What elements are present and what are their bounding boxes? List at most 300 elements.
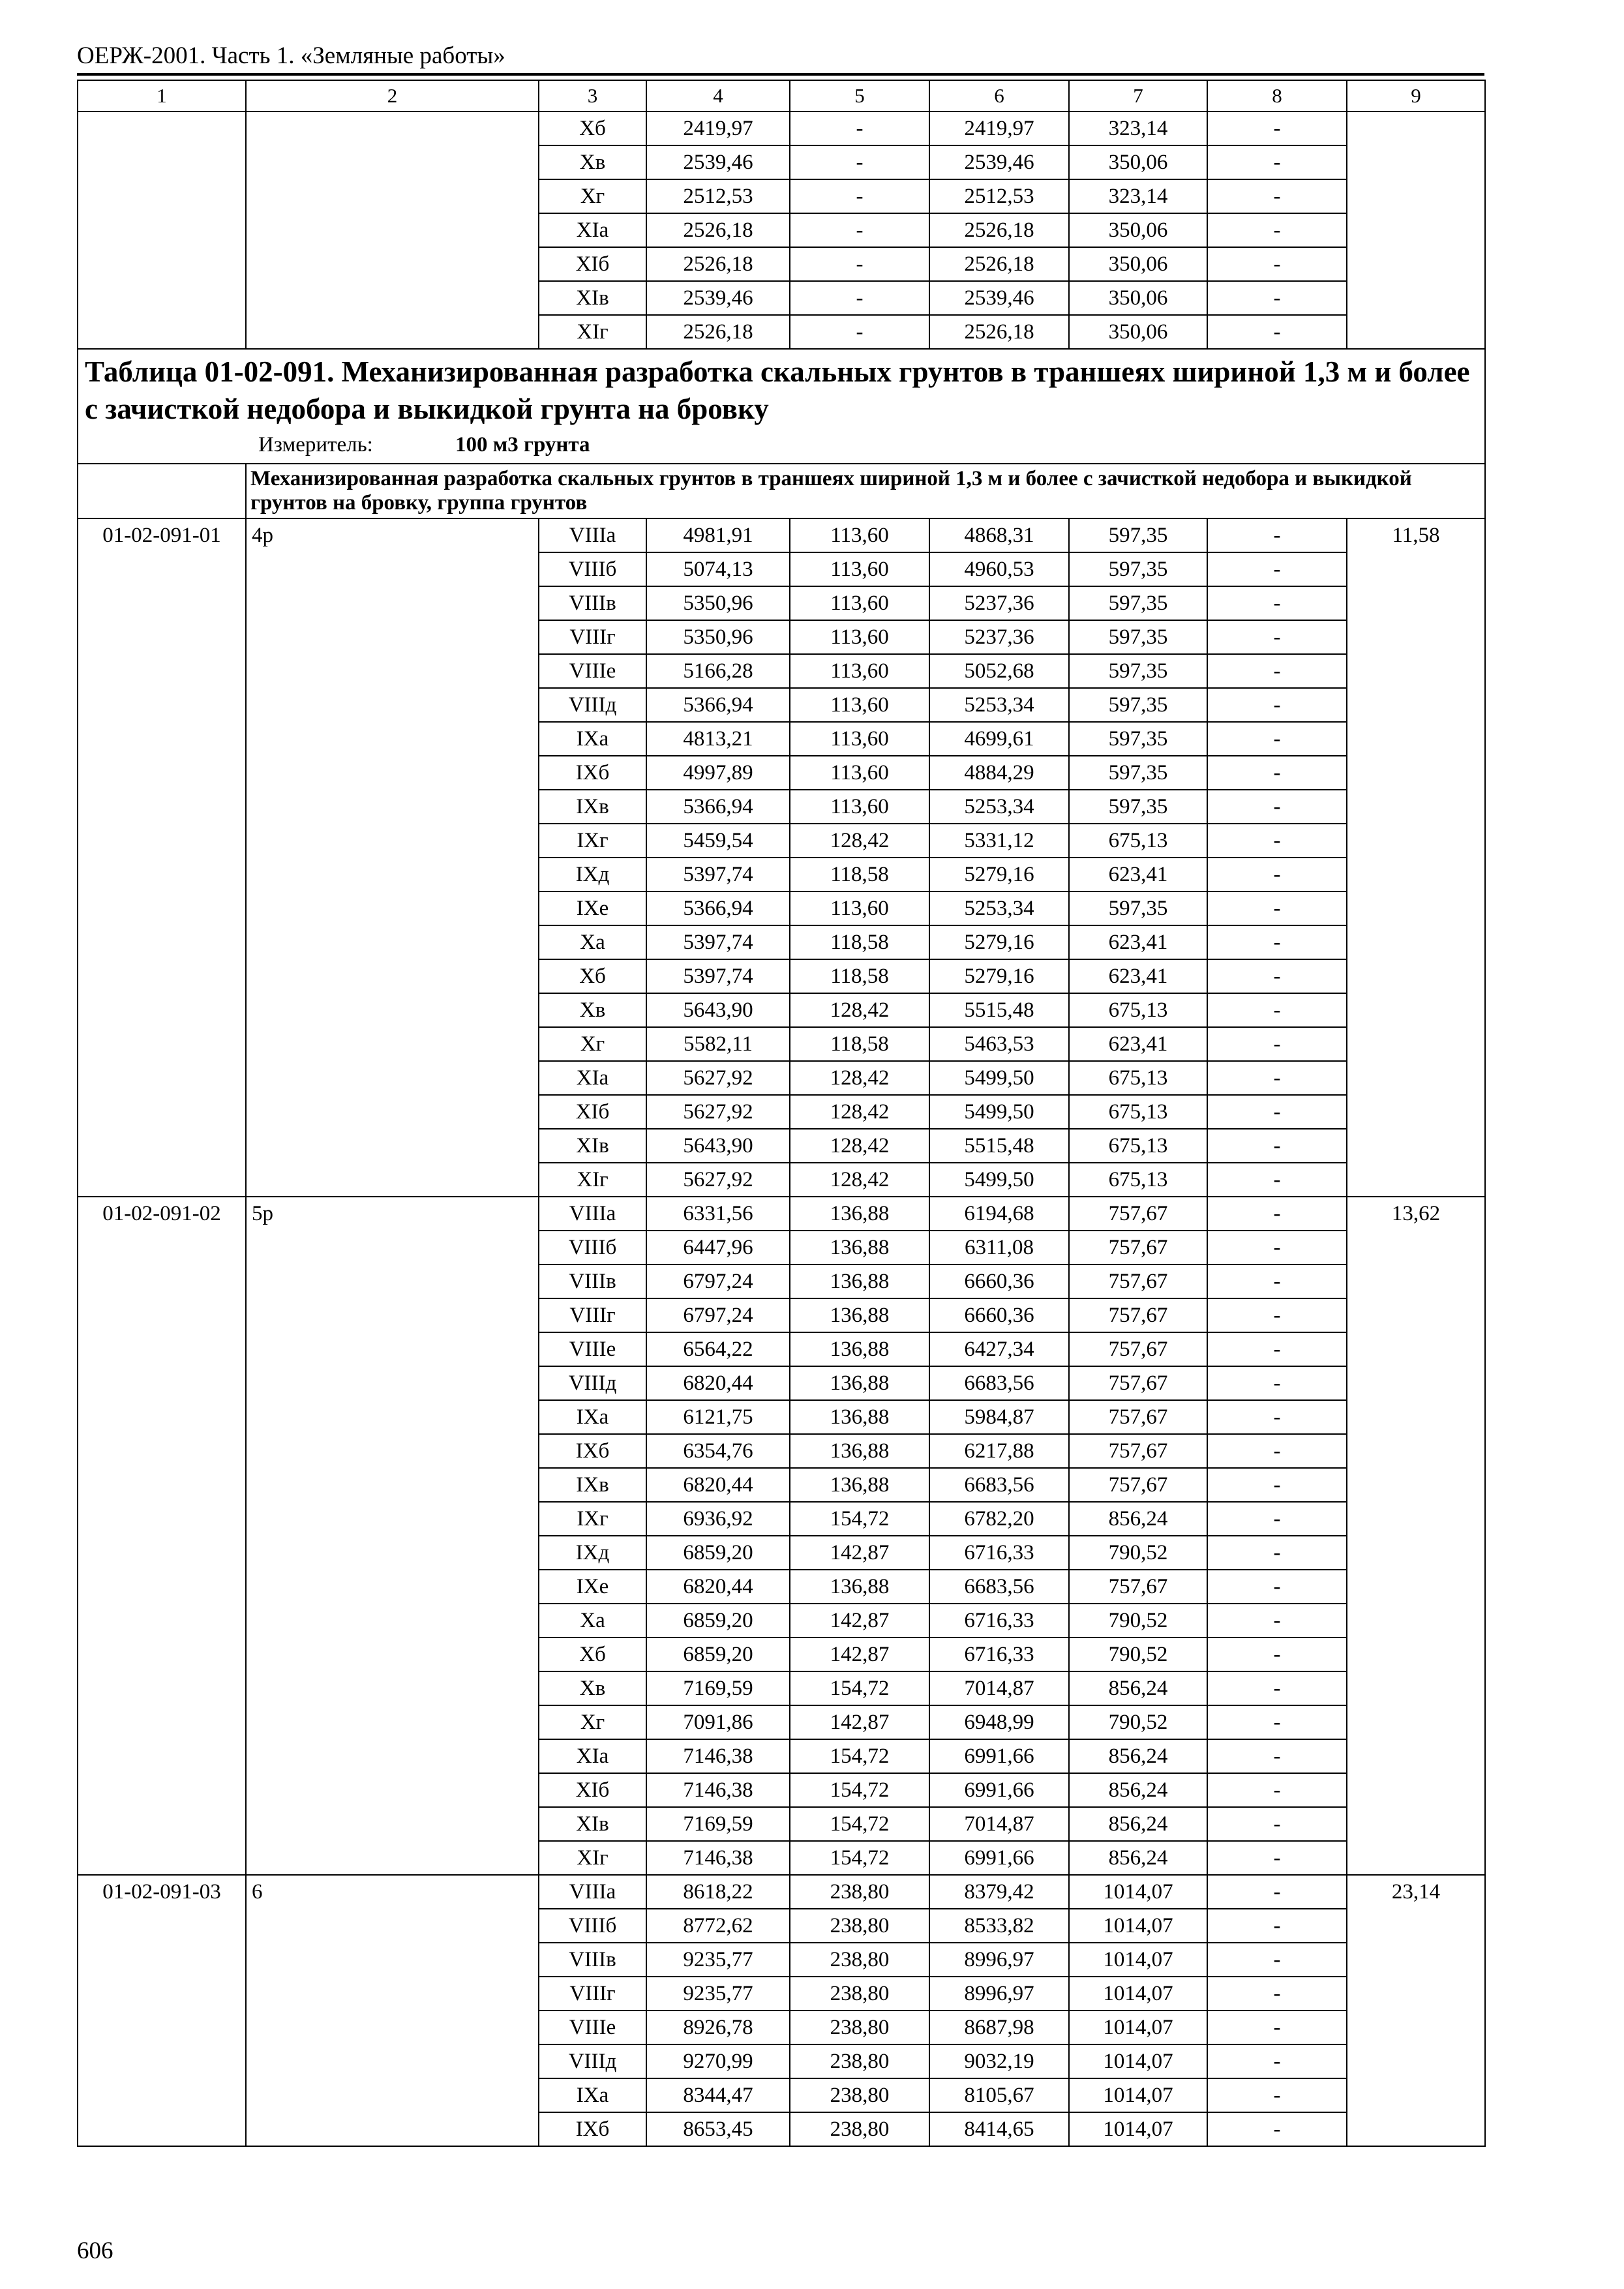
materials: - <box>1207 1163 1347 1197</box>
materials: - <box>1207 891 1347 925</box>
direct-costs: 5643,90 <box>646 993 790 1027</box>
wages: 113,60 <box>790 552 929 586</box>
rock-category: IXд <box>539 1536 646 1570</box>
wages: 128,42 <box>790 1163 929 1197</box>
direct-costs: 6797,24 <box>646 1298 790 1332</box>
rock-category: VIIIг <box>539 620 646 654</box>
direct-costs: 5366,94 <box>646 688 790 722</box>
machine-operation: 2419,97 <box>929 112 1069 145</box>
machine-operation: 5237,36 <box>929 620 1069 654</box>
machine-operation: 8533,82 <box>929 1909 1069 1943</box>
column-number-4: 4 <box>646 80 790 112</box>
rock-category: IXв <box>539 790 646 824</box>
direct-costs: 5350,96 <box>646 586 790 620</box>
materials: - <box>1207 1502 1347 1536</box>
wages: 113,60 <box>790 688 929 722</box>
column-number-8: 8 <box>1207 80 1347 112</box>
rock-category: VIIIе <box>539 654 646 688</box>
group-cell: 6 <box>246 1875 539 2146</box>
rock-category: IXа <box>539 1400 646 1434</box>
wages: 136,88 <box>790 1197 929 1231</box>
code-cell <box>78 112 246 349</box>
materials: - <box>1207 1604 1347 1638</box>
column-number-7: 7 <box>1069 80 1207 112</box>
machine-operation: 7014,87 <box>929 1807 1069 1841</box>
materials: - <box>1207 688 1347 722</box>
materials: - <box>1207 722 1347 756</box>
machinist-wages: 757,67 <box>1069 1264 1207 1298</box>
direct-costs: 5643,90 <box>646 1129 790 1163</box>
rock-category: VIIIе <box>539 1332 646 1366</box>
materials: - <box>1207 1570 1347 1604</box>
machine-operation: 5279,16 <box>929 925 1069 959</box>
machine-operation: 5253,34 <box>929 790 1069 824</box>
rock-category: Xв <box>539 145 646 179</box>
materials: - <box>1207 552 1347 586</box>
machinist-wages: 623,41 <box>1069 1027 1207 1061</box>
rock-category: VIIIб <box>539 1231 646 1264</box>
machine-operation: 8105,67 <box>929 2078 1069 2112</box>
wages: 154,72 <box>790 1807 929 1841</box>
machine-operation: 4868,31 <box>929 518 1069 552</box>
machine-operation: 4884,29 <box>929 756 1069 790</box>
machinist-wages: 597,35 <box>1069 518 1207 552</box>
rock-category: IXа <box>539 722 646 756</box>
wages: 113,60 <box>790 722 929 756</box>
direct-costs: 5397,74 <box>646 858 790 891</box>
machinist-wages: 597,35 <box>1069 891 1207 925</box>
machinist-wages: 856,24 <box>1069 1671 1207 1705</box>
rock-category: VIIIв <box>539 1943 646 1977</box>
materials: - <box>1207 145 1347 179</box>
machinist-wages: 675,13 <box>1069 1095 1207 1129</box>
direct-costs: 2539,46 <box>646 281 790 315</box>
machine-operation: 8414,65 <box>929 2112 1069 2146</box>
wages: - <box>790 145 929 179</box>
machinist-wages: 623,41 <box>1069 925 1207 959</box>
materials: - <box>1207 1943 1347 1977</box>
machine-operation: 6427,34 <box>929 1332 1069 1366</box>
wages: 136,88 <box>790 1264 929 1298</box>
table-row <box>78 518 1485 552</box>
machine-operation: 2526,18 <box>929 247 1069 281</box>
machine-operation: 6660,36 <box>929 1298 1069 1332</box>
direct-costs: 2526,18 <box>646 315 790 349</box>
machinist-wages: 757,67 <box>1069 1197 1207 1231</box>
materials: - <box>1207 756 1347 790</box>
wages: - <box>790 247 929 281</box>
price-table <box>77 80 1486 2147</box>
machinist-wages: 757,67 <box>1069 1298 1207 1332</box>
group-cell: 4р <box>246 518 539 1197</box>
wages: 128,42 <box>790 993 929 1027</box>
machine-operation: 5279,16 <box>929 959 1069 993</box>
materials: - <box>1207 824 1347 858</box>
machine-operation: 2526,18 <box>929 315 1069 349</box>
rock-category: Xг <box>539 179 646 213</box>
machinist-wages: 790,52 <box>1069 1604 1207 1638</box>
direct-costs: 5166,28 <box>646 654 790 688</box>
rock-category: IXе <box>539 891 646 925</box>
wages: 136,88 <box>790 1570 929 1604</box>
wages: 113,60 <box>790 586 929 620</box>
direct-costs: 6797,24 <box>646 1264 790 1298</box>
materials: - <box>1207 1264 1347 1298</box>
table-title-cell <box>78 349 1485 464</box>
materials: - <box>1207 1366 1347 1400</box>
machine-operation: 6991,66 <box>929 1739 1069 1773</box>
machine-operation: 5515,48 <box>929 993 1069 1027</box>
running-title: ОЕРЖ-2001. Часть 1. «Земляные работы» <box>77 42 505 69</box>
materials: - <box>1207 1773 1347 1807</box>
materials: - <box>1207 247 1347 281</box>
direct-costs: 7169,59 <box>646 1671 790 1705</box>
materials: - <box>1207 179 1347 213</box>
materials: - <box>1207 1739 1347 1773</box>
machine-operation: 6217,88 <box>929 1434 1069 1468</box>
machine-operation: 6311,08 <box>929 1231 1069 1264</box>
wages: 238,80 <box>790 2078 929 2112</box>
wages: 238,80 <box>790 1977 929 2011</box>
wages: 118,58 <box>790 1027 929 1061</box>
machinist-wages: 323,14 <box>1069 112 1207 145</box>
direct-costs: 5627,92 <box>646 1163 790 1197</box>
wages: 113,60 <box>790 790 929 824</box>
machinist-wages: 856,24 <box>1069 1773 1207 1807</box>
machine-operation: 5253,34 <box>929 891 1069 925</box>
machinist-wages: 597,35 <box>1069 586 1207 620</box>
machine-operation: 8996,97 <box>929 1943 1069 1977</box>
materials: - <box>1207 1909 1347 1943</box>
column-number-9: 9 <box>1347 80 1485 112</box>
machine-operation: 5279,16 <box>929 858 1069 891</box>
wages: 128,42 <box>790 824 929 858</box>
rock-category: XIв <box>539 1129 646 1163</box>
machinist-wages: 856,24 <box>1069 1841 1207 1875</box>
machinist-wages: 757,67 <box>1069 1400 1207 1434</box>
materials: - <box>1207 858 1347 891</box>
direct-costs: 9235,77 <box>646 1943 790 1977</box>
materials: - <box>1207 790 1347 824</box>
materials: - <box>1207 586 1347 620</box>
wages: - <box>790 179 929 213</box>
rock-category: Xа <box>539 1604 646 1638</box>
machinist-wages: 350,06 <box>1069 145 1207 179</box>
direct-costs: 8653,45 <box>646 2112 790 2146</box>
meter-label: Измеритель: <box>258 433 373 456</box>
materials: - <box>1207 1129 1347 1163</box>
header-rule <box>77 73 1484 76</box>
wages: 142,87 <box>790 1705 929 1739</box>
direct-costs: 6121,75 <box>646 1400 790 1434</box>
materials: - <box>1207 1298 1347 1332</box>
rock-category: Xб <box>539 1638 646 1671</box>
rock-category: IXг <box>539 824 646 858</box>
table-row <box>78 112 1485 145</box>
materials: - <box>1207 959 1347 993</box>
machinist-wages: 350,06 <box>1069 281 1207 315</box>
materials: - <box>1207 2044 1347 2078</box>
materials: - <box>1207 1671 1347 1705</box>
direct-costs: 2526,18 <box>646 247 790 281</box>
rock-category: VIIIб <box>539 552 646 586</box>
materials: - <box>1207 1468 1347 1502</box>
direct-costs: 5366,94 <box>646 891 790 925</box>
machine-operation: 6716,33 <box>929 1604 1069 1638</box>
machinist-wages: 597,35 <box>1069 756 1207 790</box>
machinist-wages: 1014,07 <box>1069 2078 1207 2112</box>
machine-operation: 6660,36 <box>929 1264 1069 1298</box>
rock-category: IXб <box>539 1434 646 1468</box>
machinist-wages: 350,06 <box>1069 213 1207 247</box>
machine-operation: 6683,56 <box>929 1570 1069 1604</box>
direct-costs: 6859,20 <box>646 1604 790 1638</box>
machinist-wages: 757,67 <box>1069 1231 1207 1264</box>
machinist-wages: 597,35 <box>1069 790 1207 824</box>
direct-costs: 4981,91 <box>646 518 790 552</box>
materials: - <box>1207 1400 1347 1434</box>
machine-operation: 5499,50 <box>929 1061 1069 1095</box>
materials: - <box>1207 620 1347 654</box>
materials: - <box>1207 1197 1347 1231</box>
rock-category: IXа <box>539 2078 646 2112</box>
machinist-wages: 597,35 <box>1069 722 1207 756</box>
rock-category: XIв <box>539 1807 646 1841</box>
direct-costs: 7169,59 <box>646 1807 790 1841</box>
materials: - <box>1207 654 1347 688</box>
wages: 113,60 <box>790 891 929 925</box>
direct-costs: 6820,44 <box>646 1366 790 1400</box>
machine-operation: 7014,87 <box>929 1671 1069 1705</box>
materials: - <box>1207 112 1347 145</box>
group-cell: 5р <box>246 1197 539 1875</box>
machinist-wages: 623,41 <box>1069 959 1207 993</box>
rock-category: VIIIб <box>539 1909 646 1943</box>
wages: 238,80 <box>790 2044 929 2078</box>
machinist-wages: 597,35 <box>1069 552 1207 586</box>
machinist-wages: 757,67 <box>1069 1366 1207 1400</box>
machinist-wages: 597,35 <box>1069 688 1207 722</box>
column-number-6: 6 <box>929 80 1069 112</box>
rock-category: Xв <box>539 1671 646 1705</box>
materials: - <box>1207 518 1347 552</box>
wages: 154,72 <box>790 1502 929 1536</box>
wages: 113,60 <box>790 620 929 654</box>
machine-operation: 6991,66 <box>929 1773 1069 1807</box>
materials: - <box>1207 2011 1347 2044</box>
machinist-wages: 757,67 <box>1069 1468 1207 1502</box>
materials: - <box>1207 1638 1347 1671</box>
wages: 154,72 <box>790 1773 929 1807</box>
direct-costs: 6820,44 <box>646 1570 790 1604</box>
machinist-wages: 1014,07 <box>1069 1909 1207 1943</box>
column-number-3: 3 <box>539 80 646 112</box>
machine-operation: 5331,12 <box>929 824 1069 858</box>
wages: 136,88 <box>790 1400 929 1434</box>
machine-operation: 4699,61 <box>929 722 1069 756</box>
machinist-wages: 675,13 <box>1069 993 1207 1027</box>
machine-operation: 6194,68 <box>929 1197 1069 1231</box>
direct-costs: 8772,62 <box>646 1909 790 1943</box>
direct-costs: 5397,74 <box>646 959 790 993</box>
materials: - <box>1207 315 1347 349</box>
materials: - <box>1207 1705 1347 1739</box>
rock-category: XIб <box>539 247 646 281</box>
rock-category: VIIIд <box>539 2044 646 2078</box>
wages: 136,88 <box>790 1366 929 1400</box>
machine-operation: 5253,34 <box>929 688 1069 722</box>
table-title: Таблица 01-02-091. Механизированная разработка скальных грунтов в траншеях шириной 1,3 м и более с зачисткой недобора и выкидкой грунта на бровку <box>85 355 1470 425</box>
wages: 136,88 <box>790 1332 929 1366</box>
rock-category: VIIIе <box>539 2011 646 2044</box>
rock-category: VIIIа <box>539 1197 646 1231</box>
materials: - <box>1207 1027 1347 1061</box>
wages: 128,42 <box>790 1095 929 1129</box>
materials: - <box>1207 1231 1347 1264</box>
rock-category: Xг <box>539 1027 646 1061</box>
machine-operation: 2512,53 <box>929 179 1069 213</box>
materials: - <box>1207 2078 1347 2112</box>
machinist-wages: 856,24 <box>1069 1502 1207 1536</box>
rock-category: XIг <box>539 315 646 349</box>
direct-costs: 6564,22 <box>646 1332 790 1366</box>
direct-costs: 5582,11 <box>646 1027 790 1061</box>
direct-costs: 2539,46 <box>646 145 790 179</box>
rock-category: XIг <box>539 1163 646 1197</box>
wages: 118,58 <box>790 925 929 959</box>
wages: - <box>790 112 929 145</box>
machine-operation: 2539,46 <box>929 145 1069 179</box>
rock-category: IXв <box>539 1468 646 1502</box>
labor-cell: 11,58 <box>1347 518 1485 1197</box>
machine-operation: 5463,53 <box>929 1027 1069 1061</box>
machine-operation: 5499,50 <box>929 1163 1069 1197</box>
machine-operation: 5052,68 <box>929 654 1069 688</box>
rock-category: XIа <box>539 1061 646 1095</box>
direct-costs: 7146,38 <box>646 1773 790 1807</box>
materials: - <box>1207 1841 1347 1875</box>
column-number-2: 2 <box>246 80 539 112</box>
wages: 113,60 <box>790 518 929 552</box>
materials: - <box>1207 925 1347 959</box>
wages: 238,80 <box>790 2011 929 2044</box>
direct-costs: 5397,74 <box>646 925 790 959</box>
materials: - <box>1207 1807 1347 1841</box>
labor-cell <box>1347 112 1485 349</box>
materials: - <box>1207 213 1347 247</box>
machinist-wages: 1014,07 <box>1069 2112 1207 2146</box>
wages: - <box>790 213 929 247</box>
machinist-wages: 323,14 <box>1069 179 1207 213</box>
direct-costs: 8926,78 <box>646 2011 790 2044</box>
rock-category: XIа <box>539 213 646 247</box>
rock-category: VIIIа <box>539 518 646 552</box>
direct-costs: 7146,38 <box>646 1841 790 1875</box>
rock-category: VIIIв <box>539 586 646 620</box>
materials: - <box>1207 1875 1347 1909</box>
rock-category: Xг <box>539 1705 646 1739</box>
wages: 118,58 <box>790 858 929 891</box>
machine-operation: 6716,33 <box>929 1638 1069 1671</box>
rock-category: VIIIг <box>539 1298 646 1332</box>
wages: 128,42 <box>790 1061 929 1095</box>
direct-costs: 5366,94 <box>646 790 790 824</box>
machine-operation: 8996,97 <box>929 1977 1069 2011</box>
wages: 136,88 <box>790 1434 929 1468</box>
direct-costs: 4813,21 <box>646 722 790 756</box>
rock-category: VIIIд <box>539 688 646 722</box>
column-number-5: 5 <box>790 80 929 112</box>
wages: 142,87 <box>790 1604 929 1638</box>
wages: 154,72 <box>790 1671 929 1705</box>
materials: - <box>1207 1095 1347 1129</box>
direct-costs: 8618,22 <box>646 1875 790 1909</box>
machine-operation: 8379,42 <box>929 1875 1069 1909</box>
materials: - <box>1207 1536 1347 1570</box>
wages: 154,72 <box>790 1739 929 1773</box>
machinist-wages: 350,06 <box>1069 315 1207 349</box>
machinist-wages: 1014,07 <box>1069 1875 1207 1909</box>
direct-costs: 9270,99 <box>646 2044 790 2078</box>
code-cell: 01-02-091-01 <box>78 518 246 1197</box>
wages: 238,80 <box>790 1943 929 1977</box>
rock-category: XIб <box>539 1095 646 1129</box>
machine-operation: 6948,99 <box>929 1705 1069 1739</box>
subheading-spacer <box>78 464 246 518</box>
direct-costs: 6936,92 <box>646 1502 790 1536</box>
wages: 136,88 <box>790 1468 929 1502</box>
rock-category: VIIIв <box>539 1264 646 1298</box>
machine-operation: 5237,36 <box>929 586 1069 620</box>
code-cell: 01-02-091-02 <box>78 1197 246 1875</box>
rock-category: VIIIа <box>539 1875 646 1909</box>
direct-costs: 5350,96 <box>646 620 790 654</box>
wages: 238,80 <box>790 1875 929 1909</box>
wages: 128,42 <box>790 1129 929 1163</box>
machinist-wages: 1014,07 <box>1069 2011 1207 2044</box>
labor-cell: 13,62 <box>1347 1197 1485 1875</box>
machine-operation: 8687,98 <box>929 2011 1069 2044</box>
subheading-row <box>78 464 1485 518</box>
materials: - <box>1207 1434 1347 1468</box>
direct-costs: 6859,20 <box>646 1638 790 1671</box>
wages: 142,87 <box>790 1638 929 1671</box>
rock-category: VIIIг <box>539 1977 646 2011</box>
direct-costs: 8344,47 <box>646 2078 790 2112</box>
machinist-wages: 350,06 <box>1069 247 1207 281</box>
machine-operation: 5499,50 <box>929 1095 1069 1129</box>
direct-costs: 9235,77 <box>646 1977 790 2011</box>
meter-value: 100 м3 грунта <box>455 433 590 456</box>
direct-costs: 2526,18 <box>646 213 790 247</box>
machine-operation: 6991,66 <box>929 1841 1069 1875</box>
column-number-1: 1 <box>78 80 246 112</box>
wages: 136,88 <box>790 1231 929 1264</box>
direct-costs: 6820,44 <box>646 1468 790 1502</box>
machinist-wages: 597,35 <box>1069 654 1207 688</box>
materials: - <box>1207 281 1347 315</box>
machinist-wages: 757,67 <box>1069 1332 1207 1366</box>
direct-costs: 6354,76 <box>646 1434 790 1468</box>
direct-costs: 2512,53 <box>646 179 790 213</box>
wages: 142,87 <box>790 1536 929 1570</box>
rock-category: VIIIд <box>539 1366 646 1400</box>
machinist-wages: 1014,07 <box>1069 2044 1207 2078</box>
direct-costs: 5459,54 <box>646 824 790 858</box>
machinist-wages: 623,41 <box>1069 858 1207 891</box>
machinist-wages: 856,24 <box>1069 1739 1207 1773</box>
machinist-wages: 1014,07 <box>1069 1977 1207 2011</box>
